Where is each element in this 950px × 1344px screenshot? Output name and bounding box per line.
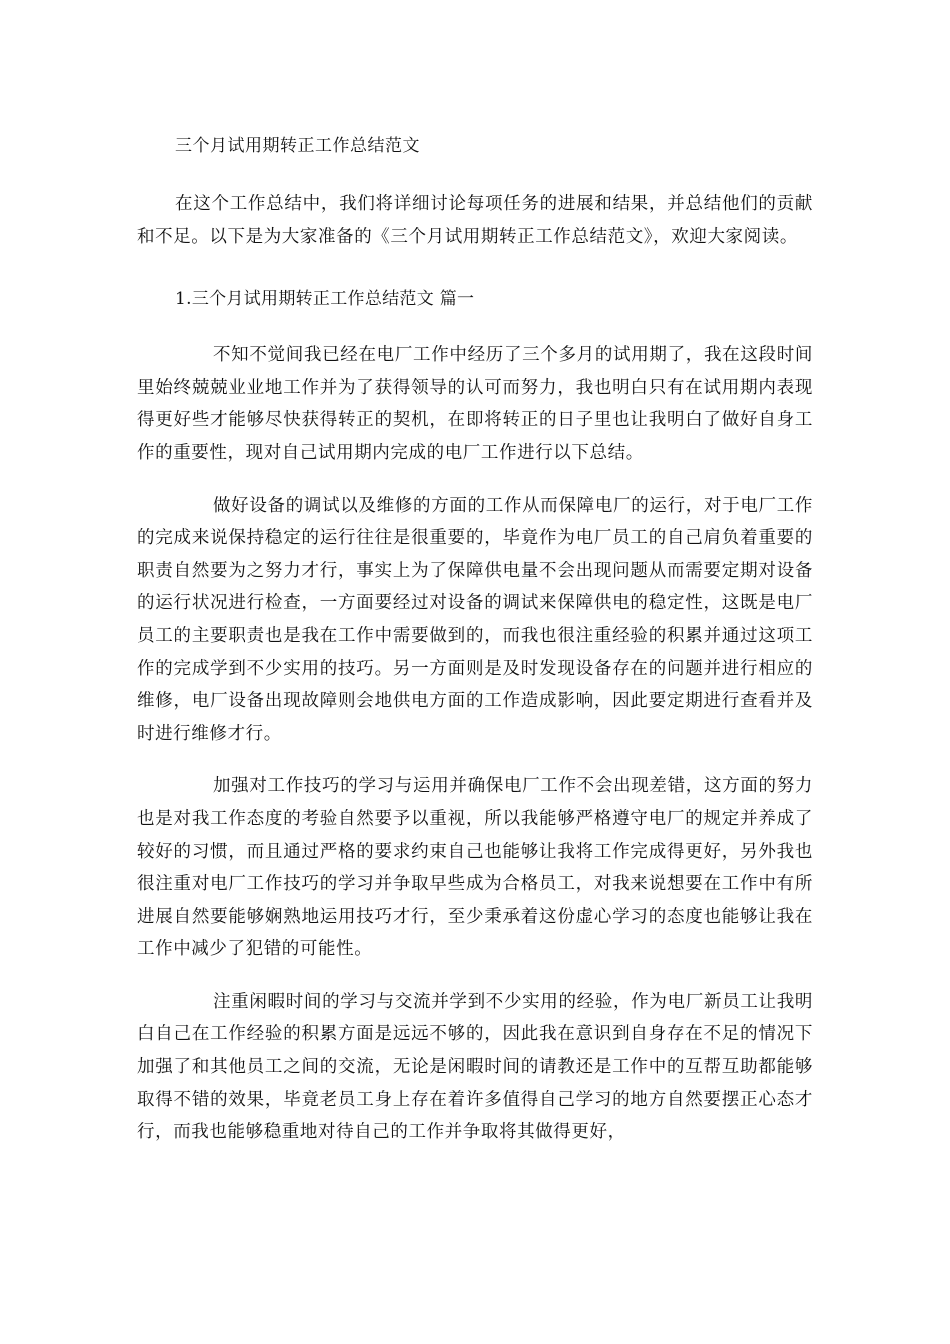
intro-paragraph: 在这个工作总结中，我们将详细讨论每项任务的进展和结果，并总结他们的贡献和不足。以下是为大家准备的《三个月试用期转正工作总结范文》，欢迎大家阅读。 [137, 194, 813, 247]
document-title: 三个月试用期转正工作总结范文 [175, 136, 420, 156]
document-page [137, 128, 813, 1149]
body-paragraph-4: 注重闲暇时间的学习与交流并学到不少实用的经验，作为电厂新员工让我明白自己在工作经验的积累方面是远远不够的，因此我在意识到自身存在不足的情况下加强了和其他员工之间的交流，无论是闲暇时间的请教还是工作中的互帮互助都能够取得不错的效果，毕竟老员工身上存在着许多值得自己学习的地方自然要摆正心态才行，而我也能够稳重地对待自己的工作并争取将其做得更好， [137, 991, 813, 1143]
body-paragraph-2: 做好设备的调试以及维修的方面的工作从而保障电厂的运行，对于电厂工作的完成来说保持稳定的运行往往是很重要的，毕竟作为电厂员工的自己肩负着重要的职责自然要为之努力才行，事实上为了保障供电量不会出现问题从而需要定期对设备的运行状况进行检查，一方面要经过对设备的调试来保障供电的稳定性，这既是电厂员工的主要职责也是我在工作中需要做到的，而我也很注重经验的积累并通过这项工作的完成学到不少实用的技巧。另一方面则是及时发现设备存在的问题并进行相应的维修，电厂设备出现故障则会地供电方面的工作造成影响，因此要定期进行查看并及时进行维修才行。 [137, 495, 813, 744]
body-paragraph-3: 加强对工作技巧的学习与运用并确保电厂工作不会出现差错，这方面的努力也是对我工作态度的考验自然要予以重视，所以我能够严格遵守电厂的规定并养成了较好的习惯，而且通过严格的要求约束自己也能够让我将工作完成得更好，另外我也很注重对电厂工作技巧的学习并争取早些成为合格员工，对我来说想要在工作中有所进展自然要能够娴熟地运用技巧才行，至少秉承着这份虚心学习的态度也能够让我在工作中减少了犯错的可能性。 [137, 776, 813, 960]
body-paragraph-1: 不知不觉间我已经在电厂工作中经历了三个多月的试用期了，我在这段时间里始终兢兢业业地工作并为了获得领导的认可而努力，我也明白只有在试用期内表现得更好些才能够尽快获得转正的契机，在即将转正的日子里也让我明白了做好自身工作的重要性，现对自己试用期内完成的电厂工作进行以下总结。 [137, 345, 813, 463]
section-heading: 1.三个月试用期转正工作总结范文 篇一 [175, 289, 475, 310]
